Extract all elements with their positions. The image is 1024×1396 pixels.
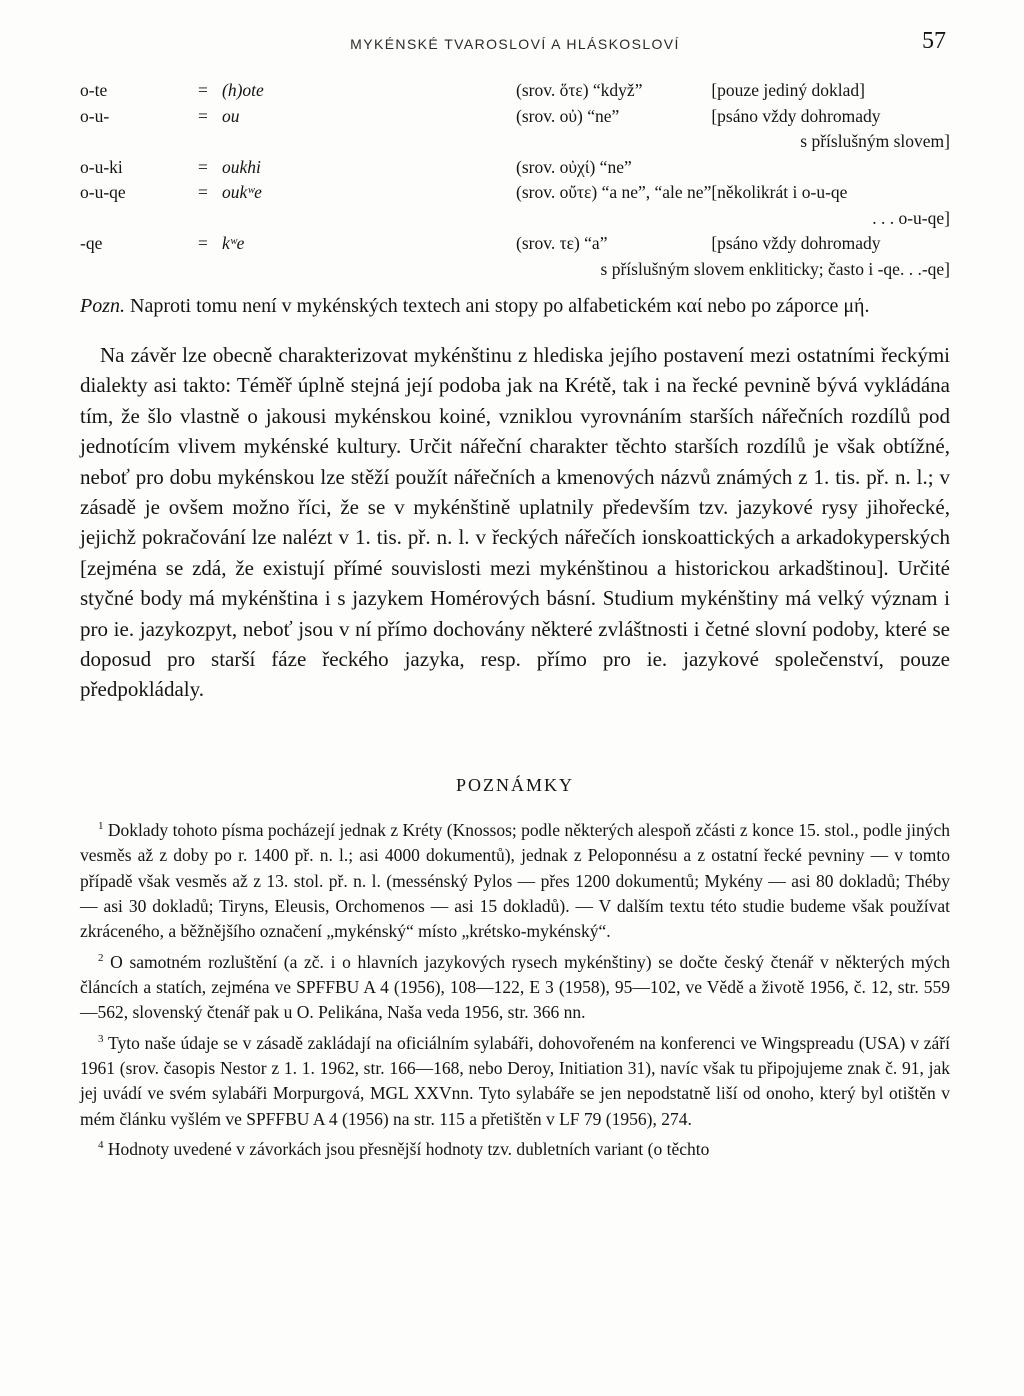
footnote bbox=[80, 1027, 950, 1132]
footnote bbox=[80, 946, 950, 1026]
syllable-sign: o-u- bbox=[80, 105, 110, 126]
equals-sign: = bbox=[198, 105, 208, 126]
transcription-cell bbox=[198, 78, 516, 104]
syllable-row bbox=[80, 78, 950, 104]
transcription: ou bbox=[222, 105, 240, 126]
usage-note-continuation: . . . o-u-qe] bbox=[872, 207, 950, 228]
transcription-cell bbox=[198, 155, 516, 181]
usage-note: [psáno vždy dohromady bbox=[711, 233, 881, 253]
transcription-cell bbox=[198, 104, 516, 130]
remark bbox=[80, 292, 950, 320]
footnote bbox=[80, 1133, 950, 1162]
footnotes bbox=[80, 814, 950, 1163]
syllable-row bbox=[80, 231, 950, 257]
syllable-sign: -qe bbox=[80, 233, 103, 253]
equals-sign: = bbox=[198, 80, 208, 100]
usage-note bbox=[711, 155, 950, 181]
transcription: kʷe bbox=[222, 233, 245, 253]
usage-note: [psáno vždy dohromady bbox=[711, 105, 881, 126]
syllable-sign: o-u-ki bbox=[80, 156, 123, 177]
notes-heading: POZNÁMKY bbox=[455, 774, 574, 795]
footnote-text: O samotném rozluštění (a zč. i o hlavních jazykových rysech mykénštiny) se dočte český čtenář v některých mých článcích a statích, zejména ve SPFFBU A 4 (1956), 108—122, E 3 (1958), 95—102, ve Vědě a životě 1956, č. 12, str. 559—562, slovenský čtenář pak u O. Pelikána, Naša veda 1956, str. 366 nn. bbox=[80, 951, 950, 1023]
transcription: (h)ote bbox=[222, 80, 264, 100]
footnote-number: 2 bbox=[98, 951, 104, 964]
equals-sign: = bbox=[198, 182, 208, 202]
running-title: MYKÉNSKÉ TVAROSLOVÍ A HLÁSKOSLOVÍ bbox=[350, 36, 680, 52]
syllable-row-continuation bbox=[80, 257, 950, 283]
usage-note: [několikrát i o-u-qe bbox=[711, 182, 848, 202]
comparison: (srov. οὐ) “ne” bbox=[516, 105, 620, 126]
page bbox=[80, 28, 950, 1163]
transcription: oukhi bbox=[222, 156, 261, 177]
comparison: (srov. ὅτε) “když” bbox=[516, 80, 643, 100]
syllable-row bbox=[80, 155, 950, 181]
transcription: oukʷe bbox=[222, 182, 262, 202]
footnote-number: 1 bbox=[98, 819, 104, 832]
footnote-text: Doklady tohoto písma pocházejí jednak z Kréty (Knossos; podle některých alespoň zčásti z konce 15. stol., podle jiných vesměs až z doby po r. 1400 př. n. l.; asi 4000 dokumentů), jednak z Peloponnésu a z ostatní řecké pevniny — v tomto případě však vesměs až z 13. stol. př. n. l. (messénský Pylos — přes 1200 dokumentů; Mykény — asi 80 dokladů; Théby — asi 30 dokladů; Tiryns, Eleusis, Orchomenos — asi 15 dokladů). — V dalším textu této studie budeme však používat zkráceného, a běžnějšího označení „mykénský“ místo „krétsko-mykénský“. bbox=[80, 819, 951, 942]
comparison: (srov. οὐχί) “ne” bbox=[516, 156, 632, 177]
comparison: (srov. τε) “a” bbox=[516, 233, 608, 253]
syllable-sign: o-u-qe bbox=[80, 182, 126, 202]
syllable-row bbox=[80, 104, 950, 130]
footnote-number: 4 bbox=[98, 1139, 104, 1152]
footnote-text: Hodnoty uvedené v závorkách jsou přesnější hodnoty tzv. dubletních variant (o těchto bbox=[107, 1139, 710, 1160]
footnote bbox=[80, 814, 950, 945]
footnote-text: Tyto naše údaje se v zásadě zakládají na oficiálním sylabáři, dohovořeném na konferenci ve Wingspreadu (USA) v září 1961 (srov. časopis Nestor z 1. 1. 1962, str. 166—168, nebo Deroy, Initiation 31), navíc však tu připojujeme znak č. 91, jak jej uvádí ve svém sylabáři Morpurgová, MGL XXVnn. Tyto sylabáře se jen nepodstatně liší od onoho, který byl otištěn v mém článku vyšlém ve SPFFBU A 4 (1956) na str. 115 a přetištěn v LF 79 (1956), 274. bbox=[80, 1032, 950, 1129]
syllable-table bbox=[80, 78, 950, 282]
page-header bbox=[80, 28, 950, 58]
footnote-number: 3 bbox=[98, 1032, 104, 1045]
equals-sign: = bbox=[198, 233, 208, 253]
transcription-cell bbox=[198, 180, 516, 206]
syllable-row-continuation bbox=[80, 206, 950, 232]
transcription-cell bbox=[198, 231, 516, 257]
usage-note-continuation: s příslušným slovem enkliticky; často i -qe. . .-qe] bbox=[600, 258, 950, 279]
body-paragraph: Na závěr lze obecně charakterizovat mykénštinu z hlediska jejího postavení mezi ostatními řeckými dialekty asi takto: Téměř úplně stejná její podoba jak na Krétě, tak i na řecké pevnině bývá vykládána tím, že šlo vlastně o jakousi mykénskou koiné, vzniklou vyrovnáním starších nářečních rozdílů pod jednotícím vlivem mykénské kultury. Určit nářeční charakter těchto starších rozdílů je však obtížné, neboť pro dobu mykénskou lze stěží použít nářečních a kmenových názvů známých z 1. tis. př. n. l.; v zásadě je ovšem možno říci, že se v mykénštině uplatnily především tzv. jazykové rysy jihořecké, jejichž pokračování lze nalézt v 1. tis. př. n. l. v řeckých nářečích ionskoattických a arkadokyperských [zejména se zdá, že existují přímé souvislosti mezi mykénštinou a historickou arkadštinou]. Určité styčné body má mykénština i s jazykem Homérových básní. Studium mykénštiny má velký význam i pro ie. jazykozpyt, neboť jsou v ní přímo dochovány některé zvláštnosti i četné slovní podoby, které se doposud pro starší fáze řeckého jazyka, resp. přímo pro ie. jazykové společenství, pouze předpokládaly. bbox=[80, 343, 950, 702]
usage-note-continuation: s příslušným slovem] bbox=[800, 131, 950, 151]
equals-sign: = bbox=[198, 156, 208, 177]
syllable-row bbox=[80, 180, 950, 206]
syllable-sign: o-te bbox=[80, 80, 108, 100]
page-number: 57 bbox=[922, 28, 946, 54]
usage-note: [pouze jediný doklad] bbox=[711, 80, 865, 100]
comparison: (srov. οὔτε) “a ne”, “ale ne” bbox=[516, 182, 712, 202]
syllable-row-continuation bbox=[80, 129, 950, 155]
remark-text: Naproti tomu není v mykénských textech ani stopy po alfabetickém καί nebo po záporce μή. bbox=[130, 295, 870, 317]
remark-label: Pozn. bbox=[80, 295, 125, 317]
